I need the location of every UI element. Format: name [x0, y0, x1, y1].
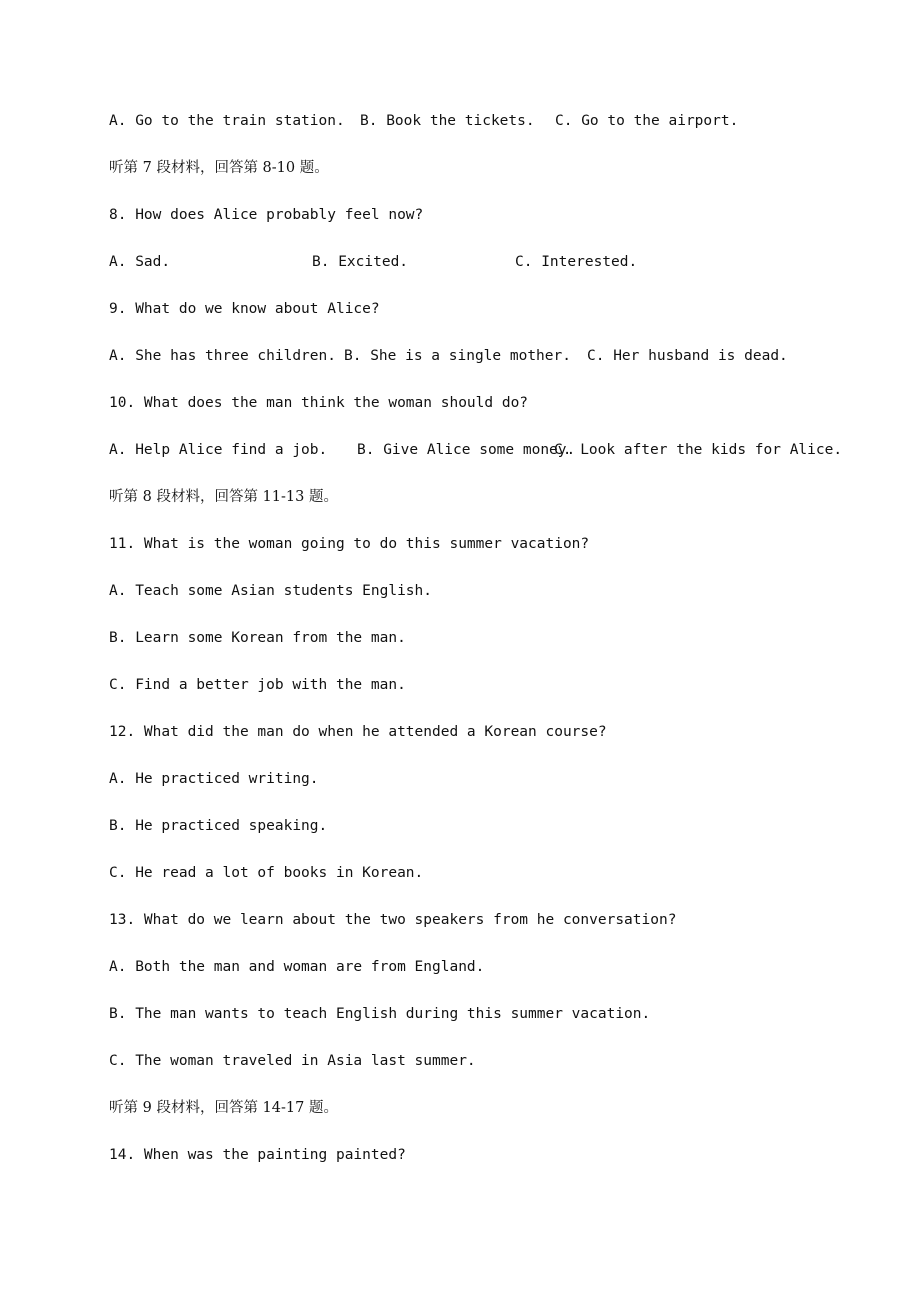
options-row-q10: [109, 439, 843, 461]
options-row-q9: [109, 345, 788, 367]
option-a: A. Sad.: [109, 254, 171, 270]
option-a: A. Teach some Asian students English.: [109, 583, 433, 599]
option-c: C. Interested.: [515, 254, 638, 270]
section-heading: 听第 8 段材料，回答第 11-13 题。: [109, 489, 338, 505]
section-heading: 听第 7 段材料，回答第 8-10 题。: [109, 160, 329, 176]
option-c: C. The woman traveled in Asia last summer.: [109, 1053, 476, 1069]
question-10: 10. What does the man think the woman should do?: [109, 395, 529, 411]
option-b: B. He practiced speaking.: [109, 818, 328, 834]
option-b: B. Book the tickets.: [360, 113, 535, 129]
option-b: B. Give Alice some money.: [357, 442, 576, 458]
question-12: 12. What did the man do when he attended a Korean course?: [109, 724, 607, 740]
option-c: C. Look after the kids for Alice.: [554, 442, 843, 458]
question-9: 9. What do we know about Alice?: [109, 301, 380, 317]
option-b: B. The man wants to teach English during this summer vacation.: [109, 1006, 651, 1022]
option-b: B. Learn some Korean from the man.: [109, 630, 406, 646]
options-row-q8: [109, 251, 638, 273]
option-a: A. He practiced writing.: [109, 771, 319, 787]
option-c: C. He read a lot of books in Korean.: [109, 865, 424, 881]
options-row-q7: [109, 110, 739, 132]
option-a: A. Both the man and woman are from England.: [109, 959, 485, 975]
question-14: 14. When was the painting painted?: [109, 1147, 406, 1163]
option-b: B. Excited.: [312, 254, 409, 270]
option-a: A. Help Alice find a job.: [109, 442, 328, 458]
option-a: A. She has three children.: [109, 348, 336, 364]
option-c: C. Her husband is dead.: [587, 348, 788, 364]
option-c: C. Find a better job with the man.: [109, 677, 406, 693]
question-8: 8. How does Alice probably feel now?: [109, 207, 424, 223]
option-b: B. She is a single mother.: [344, 348, 571, 364]
option-a: A. Go to the train station.: [109, 113, 345, 129]
option-c: C. Go to the airport.: [555, 113, 739, 129]
question-11: 11. What is the woman going to do this summer vacation?: [109, 536, 590, 552]
section-heading: 听第 9 段材料，回答第 14-17 题。: [109, 1100, 338, 1116]
question-13: 13. What do we learn about the two speakers from he conversation?: [109, 912, 677, 928]
